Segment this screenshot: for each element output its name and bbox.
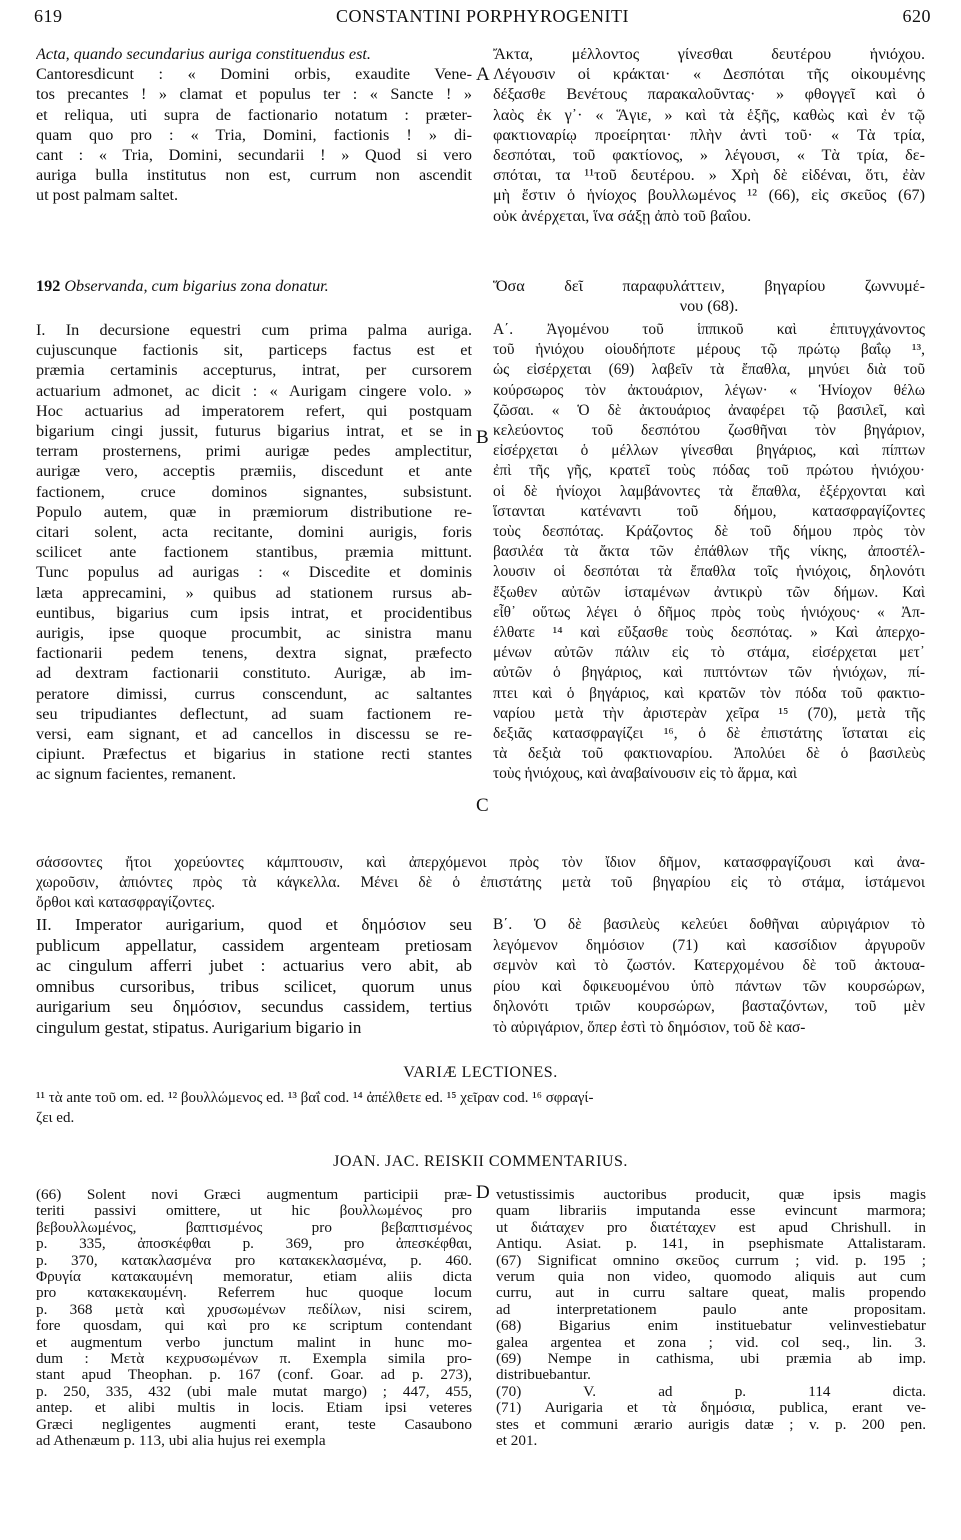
latin-top-line: auriga bulla institutus non est, currum non ascendit — [36, 166, 472, 185]
greek-top-line: σπόται, τα ¹¹τοῦ δευτέρου. » Χρὴ δὲ εἰδέναι, ὅτι, ἐὰν — [493, 166, 925, 185]
latin-main-line: bigarium cingi jussit, futurus bigarius intrat, et se in — [36, 422, 472, 441]
latin-main-line: peratore dimissi, currus conscendunt, ac saltantes — [36, 684, 472, 703]
commentary-right-line: (69) Nempe in cathisma, ubi præmia ab imp. — [496, 1351, 926, 1368]
greek-span-line: σάσσοντες ἤτοι χορεύοντες κάμπτουσιν, καὶ ἀπερχόμενοι πρὸς τὸν ἴδιον δῆμον, κατασφραγίζουσι καὶ ἀνα- — [36, 854, 925, 871]
commentary-left-line: Græci negligentes augmenti erant, teste Casaubono — [36, 1416, 472, 1433]
greek-main-line: μένων αὐτῶν πάλιν εἰς τὸ στάμα, εἰσέρχεται μετ᾽ — [493, 644, 925, 662]
latin-main-line: I. In decursione equestri cum prima palma auriga. — [36, 321, 472, 339]
latin-main-line: versi, eam signant, et ad cancellos in discessu se re- — [36, 725, 472, 744]
margin-marker-b: B — [476, 427, 489, 448]
section-192-heading-latin — [36, 276, 472, 296]
commentary-left-line: stant apud Theophan. p. 167 (conf. Goar. ad p. 273), — [36, 1367, 472, 1384]
commentary-left-line: p. 250, 335, 432 (ubi male mutat margo) ; 447, 455, — [36, 1383, 472, 1400]
greek-main-line: ὡς εἰσέρχεται (69) λαβεῖν τὰ ἔπαθλα, μηνύει διὰ τοῦ — [493, 361, 925, 379]
latin-ii-line: publicum appellatur, cassidem argenteam pretiosam — [36, 935, 472, 955]
latin-main-line: cujuscunque factionis sit, particeps factus est et — [36, 341, 472, 360]
greek-main-line: κελεύοντος τοῦ δεσπότου ζωσθῆναι τὸν βηγάριον, — [493, 422, 925, 440]
commentary-right-line: ut διάταχεν pro διατέταχεν est apud Chrishull. in — [496, 1219, 926, 1236]
greek-ii-line: δηλονότι τριῶν κουρσώρων, βασταζόντων, τοῦ μὲν — [493, 998, 925, 1015]
commentary-left-line: Φρυγία κατακαυμένη memoratur, etiam aliis dicta — [36, 1269, 472, 1286]
latin-top-line: et reliqua, uti supra de factionario notatum : præter- — [36, 105, 472, 124]
commentary-right-line: galea argentea et zona ; vid. col seq., lin. 3. — [496, 1334, 926, 1351]
greek-main-line: ἐπὶ τῆς γῆς, κρατεῖ τοὺς πόδας τοῦ πρώτου ἡνιόχου· — [493, 462, 925, 480]
greek-column-main — [493, 320, 925, 785]
section-title-latin: Observanda, cum bigarius zona donatur. — [64, 277, 329, 295]
page-number-right: 620 — [902, 6, 931, 26]
greek-main-line: αὐτῶν ὁ βηγάριος, καὶ πιπτόντων τῶν ἡνιόχων, πί- — [493, 664, 925, 682]
greek-top-line: φακτιοναρίῳ προείρηται· πλὴν ἀντὶ τοῦ· « Τὰ τρία, — [493, 125, 925, 144]
latin-ii-line: aurigarium seu δημόσιον, secundus cassidem, tertius — [36, 997, 472, 1016]
latin-main-line: scilicet ante factionem stantibus, præmia mittunt. — [36, 543, 472, 562]
greek-main-line: ναρίου μετὰ τὴν ἀριστερὰν χεῖρα ¹⁵ (70), μετὰ τῆς — [493, 704, 925, 722]
greek-full-width-paragraph — [36, 853, 925, 914]
commentary-right-line: verum quia non video, quomodo aliquis aut cum — [496, 1269, 926, 1286]
greek-ii-line: τὸ αὐριγάριον, ὅπερ ἐστὶ τὸ δημόσιον, τοῦ δὲ κασ- — [493, 1018, 806, 1036]
variae-lectiones — [36, 1088, 925, 1128]
latin-main-line: euntibus, bigarius cum ipsis intrat, et procidentibus — [36, 603, 472, 622]
greek-top-line: Ἄκτα, μέλλοντος γίνεσθαι δευτέρου ἡνιόχου. — [493, 45, 925, 63]
margin-marker-c: C — [476, 795, 489, 816]
commentary-left-line: p. 370, κατακλασμένα pro κατακεκλασμένα, p. 460. — [36, 1252, 472, 1269]
commentary-right-line: stes et communi ærario aurigis datæ ; v. p. 200 pen. — [496, 1416, 926, 1433]
commentary-left-line: (66) Solent novi Græci augmentum participii præ- — [36, 1187, 472, 1203]
greek-column-section-ii — [493, 915, 925, 1038]
greek-span-line: χωροῦσιν, ἀπιόντες πρὸς τὰ κάγκελλα. Μένει δὲ ὁ ἐπιστάτης μετὰ τοῦ βηγαρίου εἰς τὸ στάμα, ἱστάμενοι — [36, 874, 925, 892]
commentary-left-line: βεβουλλωμένος, βαπτισμένος pro βεβαπτισμένος — [36, 1219, 472, 1236]
greek-top-line: δεσπόται, τοῦ φακτίονος, » λέγουσι, « Τὰ τρία, δε- — [493, 146, 925, 165]
latin-main-line: Tunc populus ad aurigas : « Discedite et dominis — [36, 563, 472, 582]
greek-ii-line: ρίου καὶ δφικευομένου ὑπὸ πάντων τῶν κουρσώρων, — [493, 977, 925, 995]
latin-main-line: Populo autem, quæ in præmiorum distributione re- — [36, 502, 472, 521]
greek-ii-line: σεμνὸν καὶ τὸ ζωστόν. Κατερχομένου δὲ τοῦ ἀκτουα- — [493, 957, 925, 974]
page-header — [34, 6, 931, 34]
greek-top-line: μὴ ἔστιν ὁ ἡνίοχος βουλλωμένος ¹² (66), εἰς σκεῦος (67) — [493, 186, 925, 205]
latin-main-line: factionem, cruce dominos signantes, subsistunt. — [36, 482, 472, 501]
commentary-right-line: (71) Aurigaria et τὰ δημόσια, publica, erant ve- — [496, 1400, 926, 1417]
commentary-left-column — [36, 1187, 472, 1450]
greek-ii-line: λεγόμενον δημόσιον (71) καὶ κασσίδιον ἀργυροῦν — [493, 936, 925, 954]
greek-main-line: δεξιᾶς κατασφραγίζει ¹⁶, ὁ δὲ ἐπιστάτης ἵσταται εἰς — [493, 725, 925, 743]
greek-top-line: οὐκ ἀνέρχεται, ἵνα σάξῃ ἀπὸ τοῦ βαΐου. — [493, 206, 752, 225]
greek-span-line: ὄρθοι καὶ κατασφραγίζοντες. — [36, 894, 215, 912]
latin-top-line: Cantoresdicunt : « Domini orbis, exaudite Vene- — [36, 65, 472, 84]
section-title-greek-line-1: Ὅσα δεῖ παραφυλάττειν, βηγαρίου ζωννυμέ- — [493, 277, 925, 295]
latin-ii-line: omnibus cursoribus, tribus scilicet, quorum unus — [36, 976, 472, 996]
greek-main-line: κούρσωρος τὸν ἀκτουάριον, λέγων· « Ἡνίοχον θέλω — [493, 381, 925, 399]
latin-main-line: seu tripudiantes deflectunt, ad suam factionem re- — [36, 704, 472, 723]
latin-main-line: aurigis, ipse quoque procumbit, ac sinistra manu — [36, 624, 472, 643]
latin-main-line: terram prosternens, primi aurigæ pedes amplectitur, — [36, 442, 472, 461]
commentary-right-line: (67) Significat omnino σκεῦος currum ; vid. p. 195 ; — [496, 1252, 926, 1269]
latin-column-main — [36, 320, 472, 785]
commentary-right-line: et 201. — [496, 1433, 538, 1450]
greek-top-line: λαὸς ἐκ γ᾽· « Ἅγιε, » καὶ τὰ ἑξῆς, καθὼς καὶ ἐν τῷ — [493, 105, 925, 124]
latin-ii-line: ac cingulum afferri jubet : actuarius vero abit, ab — [36, 956, 472, 975]
section-192-heading-greek — [493, 276, 925, 316]
greek-top-line: Λέγουσιν οἱ κράκται· « Δεσπόται τῆς οἰκουμένης — [493, 65, 925, 84]
greek-main-line: τοῦ ἡνιόχου οἱουδήποτε μέρους τῷ πρώτῳ βαΐῳ ¹³, — [493, 341, 925, 359]
commentary-left-line: pro κατακεκαυμένη. Referrem huc quoque locum — [36, 1285, 472, 1302]
latin-ii-line: II. Imperator aurigarium, quod et δημόσιον seu — [36, 915, 472, 934]
greek-main-line: λουσιν οἱ δεσπόται τὰ ἔπαθλα τοῖς ἡνιόχοις, δηλονότι — [493, 563, 925, 581]
greek-main-line: εἰσέρχεται ὁ μέλλων γίνεσθαι βηγάριος, καὶ πίπτων — [493, 442, 925, 460]
greek-main-line: πτει καὶ ὁ βηγάριος, καὶ κρατῶν τὸν πόδα τοῦ φακτιο- — [493, 684, 925, 702]
greek-top-line: δέξασθε Βενέτους παρακαλοῦντας· » φθογγεῖ καὶ ὁ — [493, 85, 925, 104]
commentary-left-line: p. 335, ἀποσκέφθαι p. 369, pro ἀπεσκέφθαι, — [36, 1236, 472, 1253]
commentary-left-line: p. 368 μετὰ καὶ χρυσωμένων πεδίλων, nisi scirem, — [36, 1301, 472, 1318]
latin-main-line: ac signum facientes, remanent. — [36, 765, 237, 784]
latin-main-line: cipiunt. Præfectus et bigarius in statione recti stantes — [36, 745, 472, 764]
commentary-left-line: teriti passivi omittere, ut hic βουλλωμένος pro — [36, 1203, 472, 1220]
commentary-right-line: Antiqu. Asiat. p. 141, in psephismate Attalistaram. — [496, 1236, 926, 1253]
greek-ii-line: Β΄. Ὁ δὲ βασιλεὺς κελεύει δοθῆναι αὐριγάριον τὸ — [493, 916, 925, 933]
latin-main-line: aurigæ vero, acceptis præmiis, discedunt et ante — [36, 462, 472, 481]
greek-main-line: εἶθ᾽ οὕτως λέγει ὁ δῆμος πρὸς τοὺς ἡνιόχους· « Ἀπ- — [493, 603, 925, 621]
greek-column-top — [493, 44, 925, 226]
section-title-greek-line-2: νου (68). — [679, 297, 739, 316]
greek-main-line: βασιλέα τὰ ἄκτα τῶν ἐπάθλων τῆς νίκης, ἀποστέλ- — [493, 543, 925, 561]
greek-main-line: ζῶσαι. « Ὁ δὲ ἀκτουάριος ἀναφέρει τῷ βασιλεῖ, καὶ — [493, 401, 925, 419]
commentary-left-line: antep. et alibi multis in locis. Etiam ipsi veteres — [36, 1400, 472, 1417]
latin-top-line: quam quo pro : « Tria, Domini, factionis ! » di- — [36, 125, 472, 144]
greek-main-line: ἵστανται κατέναντι τοῦ δήμου, κατασφραγίζοντες — [493, 502, 925, 520]
commentary-right-line: vetustissimis auctoribus producit, quæ ipsis magis — [496, 1187, 926, 1203]
commentary-right-line: curru, aut in curru saltare queat, malis propendo — [496, 1285, 926, 1302]
greek-main-line: τὰ δεξιὰ τοῦ φακτιοναρίου. Ἀπολύει δὲ ὁ βασιλεὺς — [493, 745, 925, 763]
latin-ii-line: cingulum gestat, stipatus. Aurigarium bigario in — [36, 1017, 362, 1037]
commentary-title: JOAN. JAC. REISKII COMMENTARIUS. — [333, 1153, 628, 1170]
latin-main-line: Hoc actuarius ad imperatorem refert, qui postquam — [36, 401, 472, 420]
latin-main-line: læta apprecamini, » quibus ad stationem rursus ab- — [36, 583, 472, 602]
commentary-right-line: ad interpretationem paulo ante propositam. — [496, 1301, 926, 1318]
latin-main-line: actuarium admonet, ac dicit : « Aurigam cingere volo. » — [36, 381, 472, 400]
latin-main-line: factionarii pedem tenens, dextra signat, præfecto — [36, 644, 472, 663]
page-number-left: 619 — [34, 6, 63, 26]
commentary-right-line: distribuebantur. — [496, 1367, 591, 1384]
commentary-right-line: (68) Bigarius enim instituebatur velinvestiebatur — [496, 1318, 926, 1335]
commentary-right-line: quam librariis imputanda esse evincunt marmora; — [496, 1203, 926, 1220]
commentary-left-line: et augmentum verbo junctum malint in hunc mo- — [36, 1334, 472, 1351]
commentary-left-line: ad Athenæum p. 113, ubi alia hujus rei exempla — [36, 1433, 326, 1450]
latin-top-line: tos precantes ! » clamat et populus ter : « Sancte ! » — [36, 85, 472, 104]
margin-marker-a: A — [476, 64, 490, 85]
greek-main-line: τοὺς δεσπότας. Κράζοντος δὲ τοῦ δήμου πρὸς τὸν — [493, 523, 925, 541]
commentary-left-line: dum : Μετὰ κεχρυσωμένων π. Exempla simila pro- — [36, 1351, 472, 1368]
commentary-right-line: (70) V. ad p. 114 dicta. — [496, 1383, 926, 1400]
latin-top-line: Acta, quando secundarius auriga constituendus est. — [36, 45, 371, 63]
section-number: 192 — [36, 277, 61, 295]
variae-line-1: ¹¹ τὰ ante τοῦ om. ed. ¹² βουλλώμενος ed. ¹³ βαΐ cod. ¹⁴ ἀπέλθετε ed. ¹⁵ χεῖραν cod. ¹⁶ σφραγί- — [36, 1090, 594, 1106]
greek-main-line: ἔξωθεν αὐτῶν ἱσταμένων ἀντικρὺ τῶν δήμων. Καὶ — [493, 583, 925, 601]
variae-lectiones-title: VARIÆ LECTIONES. — [403, 1064, 558, 1081]
greek-main-line: έλθατε ¹⁴ καὶ εὔξασθε τοὺς δεσπότας. » Καὶ ἀπερχο- — [493, 624, 925, 642]
margin-marker-d: D — [476, 1182, 490, 1203]
latin-main-line: citari solent, acta recitante, domini aurigis, foris — [36, 523, 472, 542]
commentary-right-column — [496, 1187, 926, 1450]
latin-main-line: ad dextram factionarii constituto. Aurigæ, ab im- — [36, 664, 472, 683]
commentary-left-line: fore quosdam, qui καὶ pro κε scriptum contendant — [36, 1318, 472, 1335]
latin-top-line: cant : « Tria, Domini, secundarii ! » Quod si vero — [36, 146, 472, 165]
latin-column-top — [36, 44, 472, 206]
greek-main-line: τοὺς ἡνιόχους, καὶ ἀναβαίνουσιν εἰς τὸ ἅρμα, καὶ — [493, 765, 798, 783]
latin-column-section-ii — [36, 915, 472, 1038]
running-title: CONSTANTINI PORPHYROGENITI — [335, 6, 630, 26]
variae-line-2: ζει ed. — [36, 1110, 75, 1126]
latin-main-line: præmia certaminis accepturus, intrat, per cursorem — [36, 361, 472, 380]
greek-main-line: Α΄. Ἀγομένου τοῦ ἱππικοῦ καὶ ἐπιτυγχάνοντος — [493, 321, 925, 338]
greek-main-line: οἱ δὲ ἡνίοχοι λαμβάνοντες τὰ ἔπαθλα, ἐξέρχονται καὶ — [493, 482, 925, 500]
latin-top-line: ut post palmam saltet. — [36, 186, 179, 205]
